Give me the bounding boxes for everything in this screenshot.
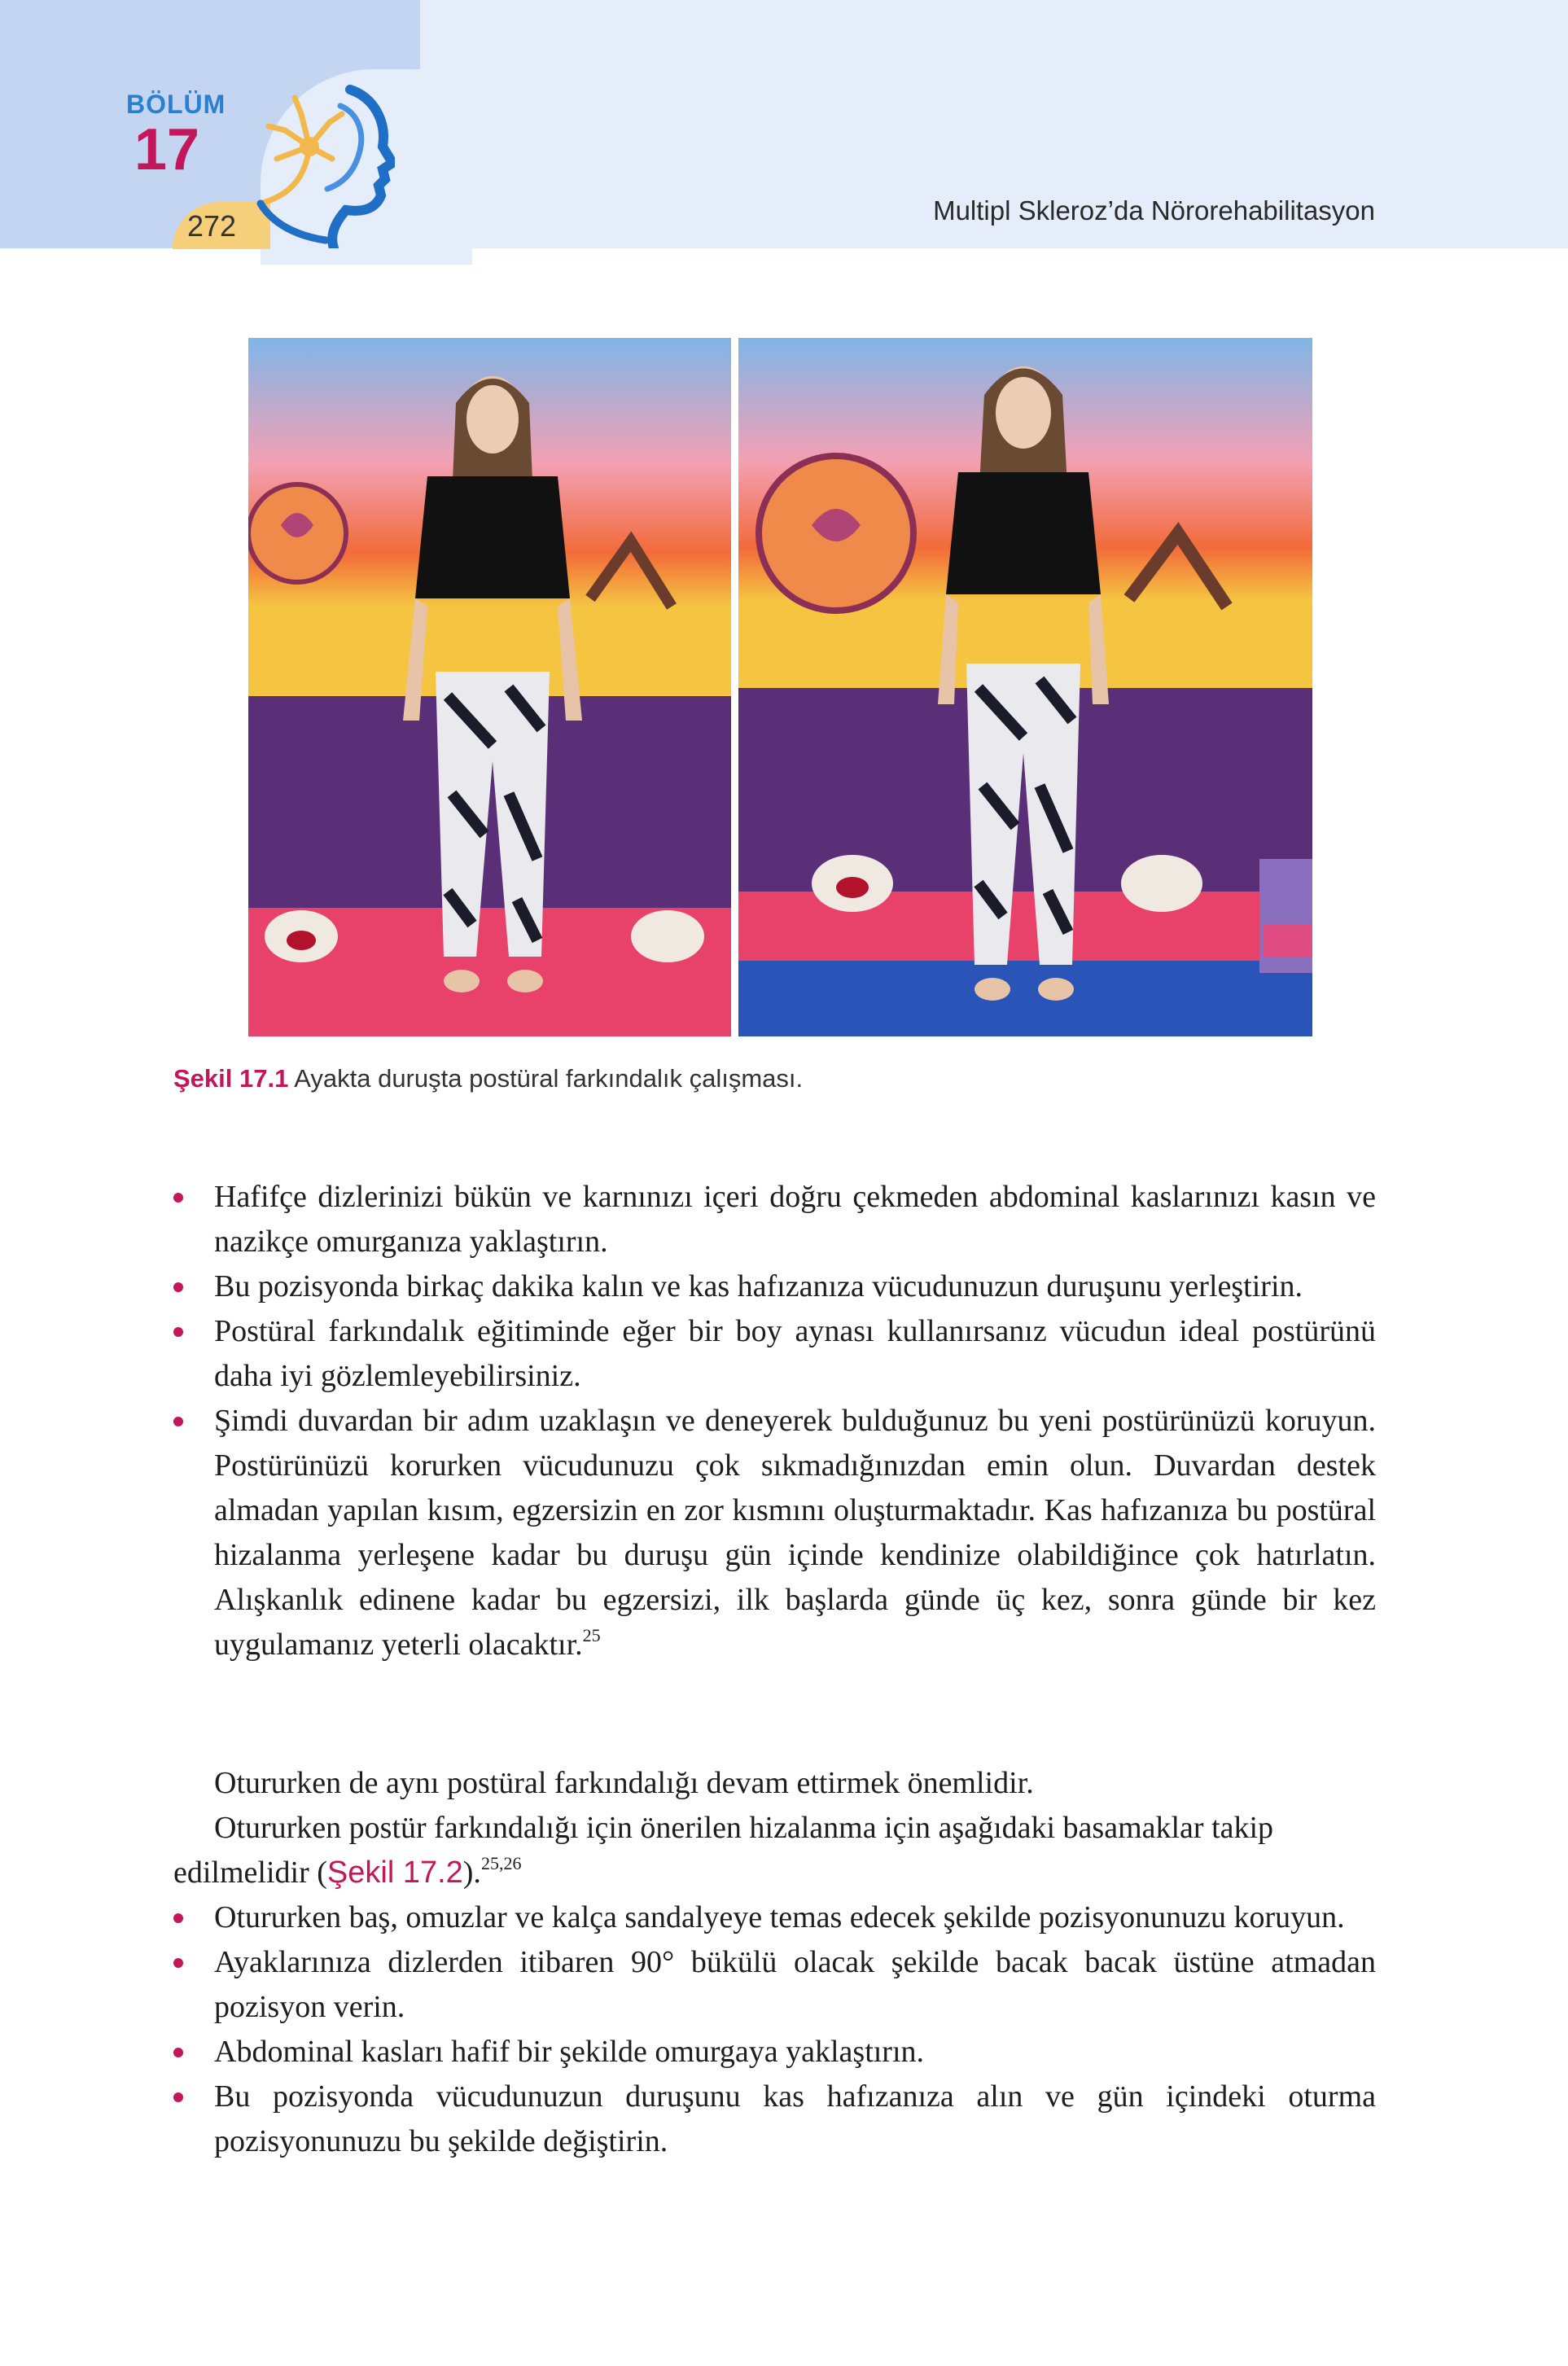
citation-superscript: 25,26 [480, 1853, 522, 1873]
figure-caption [173, 1064, 803, 1093]
running-title: Multipl Skleroz’da Nörorehabilitasyon [933, 195, 1375, 226]
list-item: Postüral farkındalık eğitiminde eğer bir boy aynası kullanırsanız vücudun ideal postürünü daha iyi gözlemleyebilirsiniz. [173, 1309, 1376, 1399]
list-item: Ayaklarınıza dizlerden itibaren 90° bükülü olacak şekilde bacak bacak üstüne atmadan pozisyon verin. [173, 1940, 1376, 2030]
page-number: 272 [187, 209, 237, 243]
paragraph: Otururken de aynı postüral farkındalığı devam ettirmek önemlidir. [214, 1766, 1034, 1800]
list-item: Hafifçe dizlerinizi bükün ve karnınızı içeri doğru çekmeden abdominal kaslarınızı kasın ve nazikçe omurganıza yaklaştırın. [173, 1175, 1376, 1264]
figure-photo-wall-stance [248, 338, 731, 1036]
list-item: Abdominal kasları hafif bir şekilde omurgaya yaklaştırın. [173, 2030, 1376, 2075]
neuron-head-logo-icon [252, 81, 395, 248]
paragraph: Otururken postür farkındalığı için önerilen hizalanma için aşağıdaki basamaklar takip edilmelidir (Şekil 17.2).$^{25,26}$ [173, 1811, 1274, 1890]
instruction-list-standing [173, 1175, 1376, 1667]
list-item: Bu pozisyonda vücudunuzun duruşunu kas hafızanıza alın ve gün içindeki oturma pozisyonunuzu bu şekilde değiştirin. [173, 2075, 1376, 2164]
chapter-number: 17 [134, 117, 200, 182]
figure-caption-text: Ayakta duruşta postüral farkındalık çalışması. [294, 1064, 804, 1093]
figure-label: Şekil 17.1 [173, 1064, 289, 1093]
list-item: Şimdi duvardan bir adım uzaklaşın ve deneyerek bulduğunuz bu yeni postürünüzü koruyun. Postürünüzü korurken vücudunuzu çok sıkmadığınızdan emin olun. Duvardan destek almadan yapılan kısım, egzersizin en zor kısmını oluşturmaktadır. Kas hafızanıza bu postüral hizalanma yerleşene kadar bu duruşu gün içinde kendinize olabildiğince çok hatırlatın. Alışkanlık edinene kadar bu egzersizi, ilk başlarda günde üç kez, sonra günde bir kez uygulamanız yeterli olacaktır.$^{25}$ [173, 1399, 1376, 1667]
chapter-label: BÖLÜM [126, 90, 226, 119]
list-item: Bu pozisyonda birkaç dakika kalın ve kas hafızanıza vücudunuzun duruşunu yerleştirin. [173, 1264, 1376, 1309]
citation-superscript: 25 [582, 1625, 601, 1645]
figure-reference-link[interactable]: Şekil 17.2 [326, 1856, 463, 1890]
sitting-intro [173, 1761, 1376, 2164]
list-item: Otururken baş, omuzlar ve kalça sandalyeye temas edecek şekilde pozisyonunuzu koruyun. [173, 1895, 1376, 1940]
figure-photo-free-stance [738, 338, 1312, 1036]
